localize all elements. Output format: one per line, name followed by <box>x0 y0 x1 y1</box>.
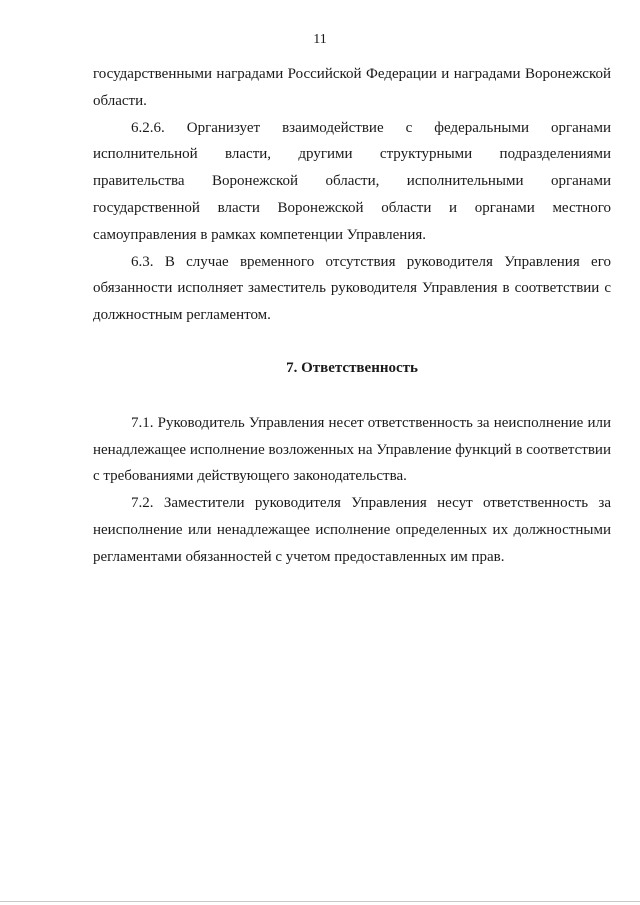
document-body <box>93 61 611 571</box>
paragraph-continuation: государственными наградами Российской Федерации и наградами Воронежской области. <box>93 66 611 109</box>
page-number: 11 <box>313 32 327 47</box>
paragraph-7-2: 7.2. Заместители руководителя Управления несут ответственность за неисполнение или ненадлежащее исполнение определенных их должностными регламентами обязанностей с учетом предоставленных им прав. <box>93 495 611 565</box>
spacer <box>93 382 611 410</box>
section-heading-responsibility: 7. Ответственность <box>286 359 418 376</box>
scan-bottom-edge <box>0 901 640 902</box>
paragraph-6-2-6: 6.2.6. Организует взаимодействие с федеральными органами исполнительной власти, другими структурными подразделениями правительства Воронежской области, исполнительными органами государственной власти Воронежской области и органами местного самоуправления в рамках компетенции Управления. <box>93 119 611 243</box>
paragraph-7-1: 7.1. Руководитель Управления несет ответственность за неисполнение или ненадлежащее исполнение возложенных на Управление функций в соответствии с требованиями действующего законодательства. <box>93 414 611 485</box>
paragraph-6-3: 6.3. В случае временного отсутствия руководителя Управления его обязанности исполняет заместитель руководителя Управления в соответствии с должностным регламентом. <box>93 253 611 324</box>
spacer <box>93 329 611 355</box>
